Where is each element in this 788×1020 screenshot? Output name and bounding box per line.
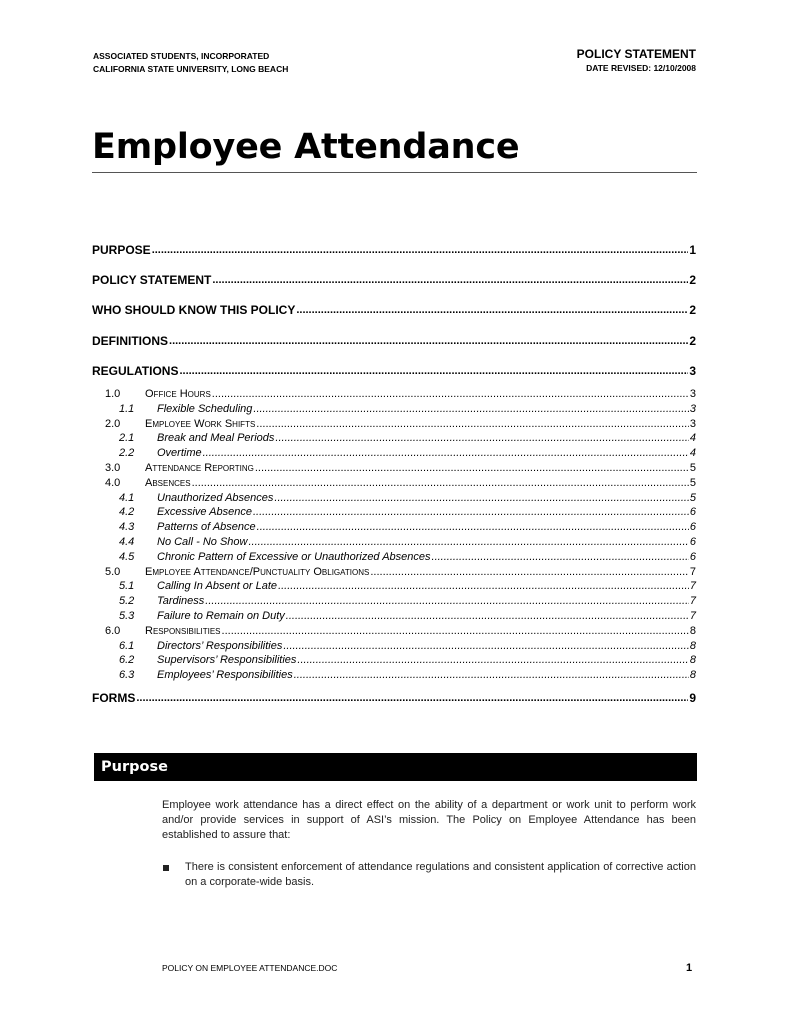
toc-entry-number: 5.3: [119, 610, 135, 622]
toc-entry-number: 2.0: [105, 417, 121, 430]
toc-leader-dots: [432, 550, 689, 564]
toc-entry[interactable]: [92, 303, 696, 318]
toc-entry-page: 5: [689, 476, 696, 489]
toc-leader-dots: [169, 334, 688, 349]
toc-entry-label: Patterns of Absence: [157, 521, 256, 534]
toc-leader-dots: [253, 505, 689, 519]
toc-entry[interactable]: [92, 476, 696, 490]
toc-entry-page: 7: [689, 565, 696, 578]
toc-leader-dots: [294, 668, 689, 682]
toc-entry-label: FORMS: [92, 691, 136, 705]
toc-entry-number: 6.1: [119, 639, 135, 652]
toc-entry[interactable]: [92, 653, 696, 667]
toc-entry-page: 9: [689, 691, 696, 705]
bullet-text: There is consistent enforcement of attendance regulations and consistent application of corrective action on a corporate-wide basis.: [185, 861, 696, 888]
toc-leader-dots: [286, 609, 689, 623]
toc-entry-label: WHO SHOULD KNOW THIS POLICY: [92, 303, 296, 317]
toc-leader-dots: [278, 579, 689, 593]
toc-entry-page: 2: [689, 273, 696, 287]
org-university: CALIFORNIA STATE UNIVERSITY, LONG BEACH: [93, 64, 289, 74]
toc-leader-dots: [274, 491, 688, 505]
toc-leader-dots: [256, 417, 689, 431]
header-doc-info: [577, 47, 696, 75]
toc-entry-label: No Call - No Show: [157, 536, 248, 548]
toc-entry-page: 4: [689, 432, 696, 445]
toc-leader-dots: [205, 594, 689, 608]
toc-entry-page: 8: [689, 639, 696, 652]
toc-leader-dots: [255, 461, 689, 475]
toc-entry-number: 4.0: [105, 476, 121, 489]
toc-entry-number: 4.2: [119, 506, 135, 519]
toc-entry[interactable]: [92, 491, 696, 505]
toc-entry-number: 2.2: [119, 447, 135, 460]
toc-entry[interactable]: [92, 550, 696, 564]
toc-entry-page: 8: [689, 654, 696, 667]
toc-entry-number: 5.1: [119, 580, 135, 593]
footer-filename: POLICY ON EMPLOYEE ATTENDANCE.DOC: [162, 963, 338, 973]
toc-entry-label: Supervisors’ Responsibilities: [157, 654, 297, 667]
purpose-section-header: [94, 753, 697, 781]
toc-entry-label: Employees’ Responsibilities: [157, 669, 293, 682]
toc-entry-label: Office Hours: [145, 388, 211, 400]
toc-entry-label: Overtime: [157, 447, 202, 460]
toc-entry-page: 7: [689, 610, 696, 622]
org-name: ASSOCIATED STUDENTS, INCORPORATED: [93, 51, 270, 61]
toc-entry-label: REGULATIONS: [92, 364, 179, 378]
toc-entry-page: 6: [689, 550, 696, 563]
toc-entry[interactable]: [92, 402, 696, 416]
toc-entry[interactable]: [92, 535, 696, 549]
page-title: Employee Attendance: [92, 127, 520, 167]
toc-entry-page: 3: [689, 364, 696, 378]
square-bullet-icon: [163, 865, 169, 871]
toc-entry-page: 6: [689, 506, 696, 519]
toc-entry-number: 5.2: [119, 595, 135, 608]
purpose-paragraph: Employee work attendance has a direct effect on the ability of a department or work unit to perform work and/or provide services in support of ASI’s mission. The Policy on Employee Attendance has been established to assure that:: [162, 799, 696, 841]
toc-entry-label: Break and Meal Periods: [157, 432, 275, 445]
toc-entry-page: 8: [689, 669, 696, 682]
toc-entry[interactable]: [92, 387, 696, 401]
toc-entry[interactable]: [92, 243, 696, 258]
toc-entry[interactable]: [92, 273, 696, 288]
toc-entry-label: Excessive Absence: [157, 506, 252, 519]
toc-entry-number: 3.0: [105, 462, 121, 474]
toc-entry-number: 1.1: [119, 402, 135, 415]
toc-entry-page: 1: [689, 243, 696, 257]
toc-entry[interactable]: [92, 505, 696, 519]
toc-entry-label: POLICY STATEMENT: [92, 273, 212, 287]
toc-entry-label: Absences: [145, 476, 191, 489]
toc-entry-label: DEFINITIONS: [92, 334, 169, 348]
toc-leader-dots: [297, 653, 688, 667]
toc-entry-label: Flexible Scheduling: [157, 402, 253, 415]
toc-leader-dots: [248, 535, 688, 549]
toc-entry-page: 7: [689, 595, 696, 608]
purpose-bullet-item: [162, 860, 696, 890]
header-organization: [93, 50, 288, 76]
toc-entry[interactable]: [92, 461, 696, 475]
toc-entry[interactable]: [92, 609, 696, 623]
toc-entry-number: 6.2: [119, 654, 135, 667]
toc-entry-number: 1.0: [105, 388, 121, 400]
toc-entry-number: 6.0: [105, 624, 121, 637]
toc-entry[interactable]: [92, 431, 696, 445]
toc-leader-dots: [222, 624, 689, 638]
toc-entry-page: 6: [689, 521, 696, 534]
toc-entry-label: Calling In Absent or Late: [157, 580, 278, 593]
toc-leader-dots: [370, 565, 689, 579]
toc-leader-dots: [203, 446, 689, 460]
toc-leader-dots: [253, 402, 688, 416]
toc-entry-page: 7: [689, 580, 696, 593]
toc-entry-page: 3: [689, 388, 696, 400]
toc-leader-dots: [212, 273, 688, 288]
toc-entry-label: Responsibilities: [145, 624, 221, 637]
toc-leader-dots: [257, 520, 689, 534]
toc-entry[interactable]: [92, 579, 696, 593]
doc-type: POLICY STATEMENT: [576, 47, 696, 61]
toc-entry[interactable]: [92, 594, 696, 608]
toc-leader-dots: [283, 639, 689, 653]
toc-entry[interactable]: [92, 334, 696, 349]
toc-entry-number: 5.0: [105, 565, 121, 578]
toc-entry-label: PURPOSE: [92, 243, 151, 257]
toc-leader-dots: [212, 387, 689, 401]
footer-page-number: 1: [686, 962, 693, 974]
toc-entry-label: Tardiness: [157, 595, 205, 608]
toc-leader-dots: [152, 243, 689, 258]
toc-entry-number: 4.1: [119, 491, 135, 504]
toc-entry-label: Unauthorized Absences: [157, 491, 274, 504]
toc-entry-page: 5: [689, 491, 696, 504]
toc-entry[interactable]: [92, 668, 696, 682]
toc-entry[interactable]: [92, 691, 696, 706]
toc-entry-label: Employee Work Shifts: [145, 417, 256, 430]
toc-entry-page: 3: [689, 402, 696, 415]
toc-entry-number: 4.3: [119, 521, 135, 534]
toc-entry-label: Employee Attendance/Punctuality Obligations: [145, 565, 370, 578]
toc-leader-dots: [275, 431, 688, 445]
toc-entry-page: 4: [689, 447, 696, 460]
purpose-heading: Purpose: [101, 759, 168, 775]
toc-entry-number: 4.4: [119, 536, 135, 548]
toc-entry-page: 5: [689, 462, 696, 474]
toc-leader-dots: [192, 476, 689, 490]
toc-entry-page: 8: [689, 624, 696, 637]
toc-entry-label: Attendance Reporting: [145, 462, 254, 474]
toc-entry-number: 6.3: [119, 669, 135, 682]
toc-entry[interactable]: [92, 364, 696, 379]
toc-entry-page: 6: [689, 536, 696, 548]
toc-entry-number: 2.1: [119, 432, 135, 445]
toc-entry-number: 4.5: [119, 550, 135, 563]
toc-leader-dots: [136, 691, 688, 706]
toc-entry-page: 3: [689, 417, 696, 430]
toc-entry[interactable]: [92, 520, 696, 534]
toc-entry-page: 2: [689, 303, 696, 317]
toc-leader-dots: [296, 303, 688, 318]
toc-entry-page: 2: [689, 334, 696, 348]
toc-entry[interactable]: [92, 624, 696, 638]
date-revised: DATE REVISED: 12/10/2008: [586, 63, 696, 73]
toc-entry[interactable]: [92, 565, 696, 579]
title-divider: [92, 172, 697, 173]
toc-entry[interactable]: [92, 417, 696, 431]
toc-entry[interactable]: [92, 446, 696, 460]
toc-entry-label: Failure to Remain on Duty: [157, 610, 285, 622]
toc-entry-label: Directors’ Responsibilities: [157, 639, 283, 652]
toc-entry-label: Chronic Pattern of Excessive or Unauthorized Absences: [157, 550, 431, 563]
toc-entry[interactable]: [92, 639, 696, 653]
toc-leader-dots: [179, 364, 688, 379]
